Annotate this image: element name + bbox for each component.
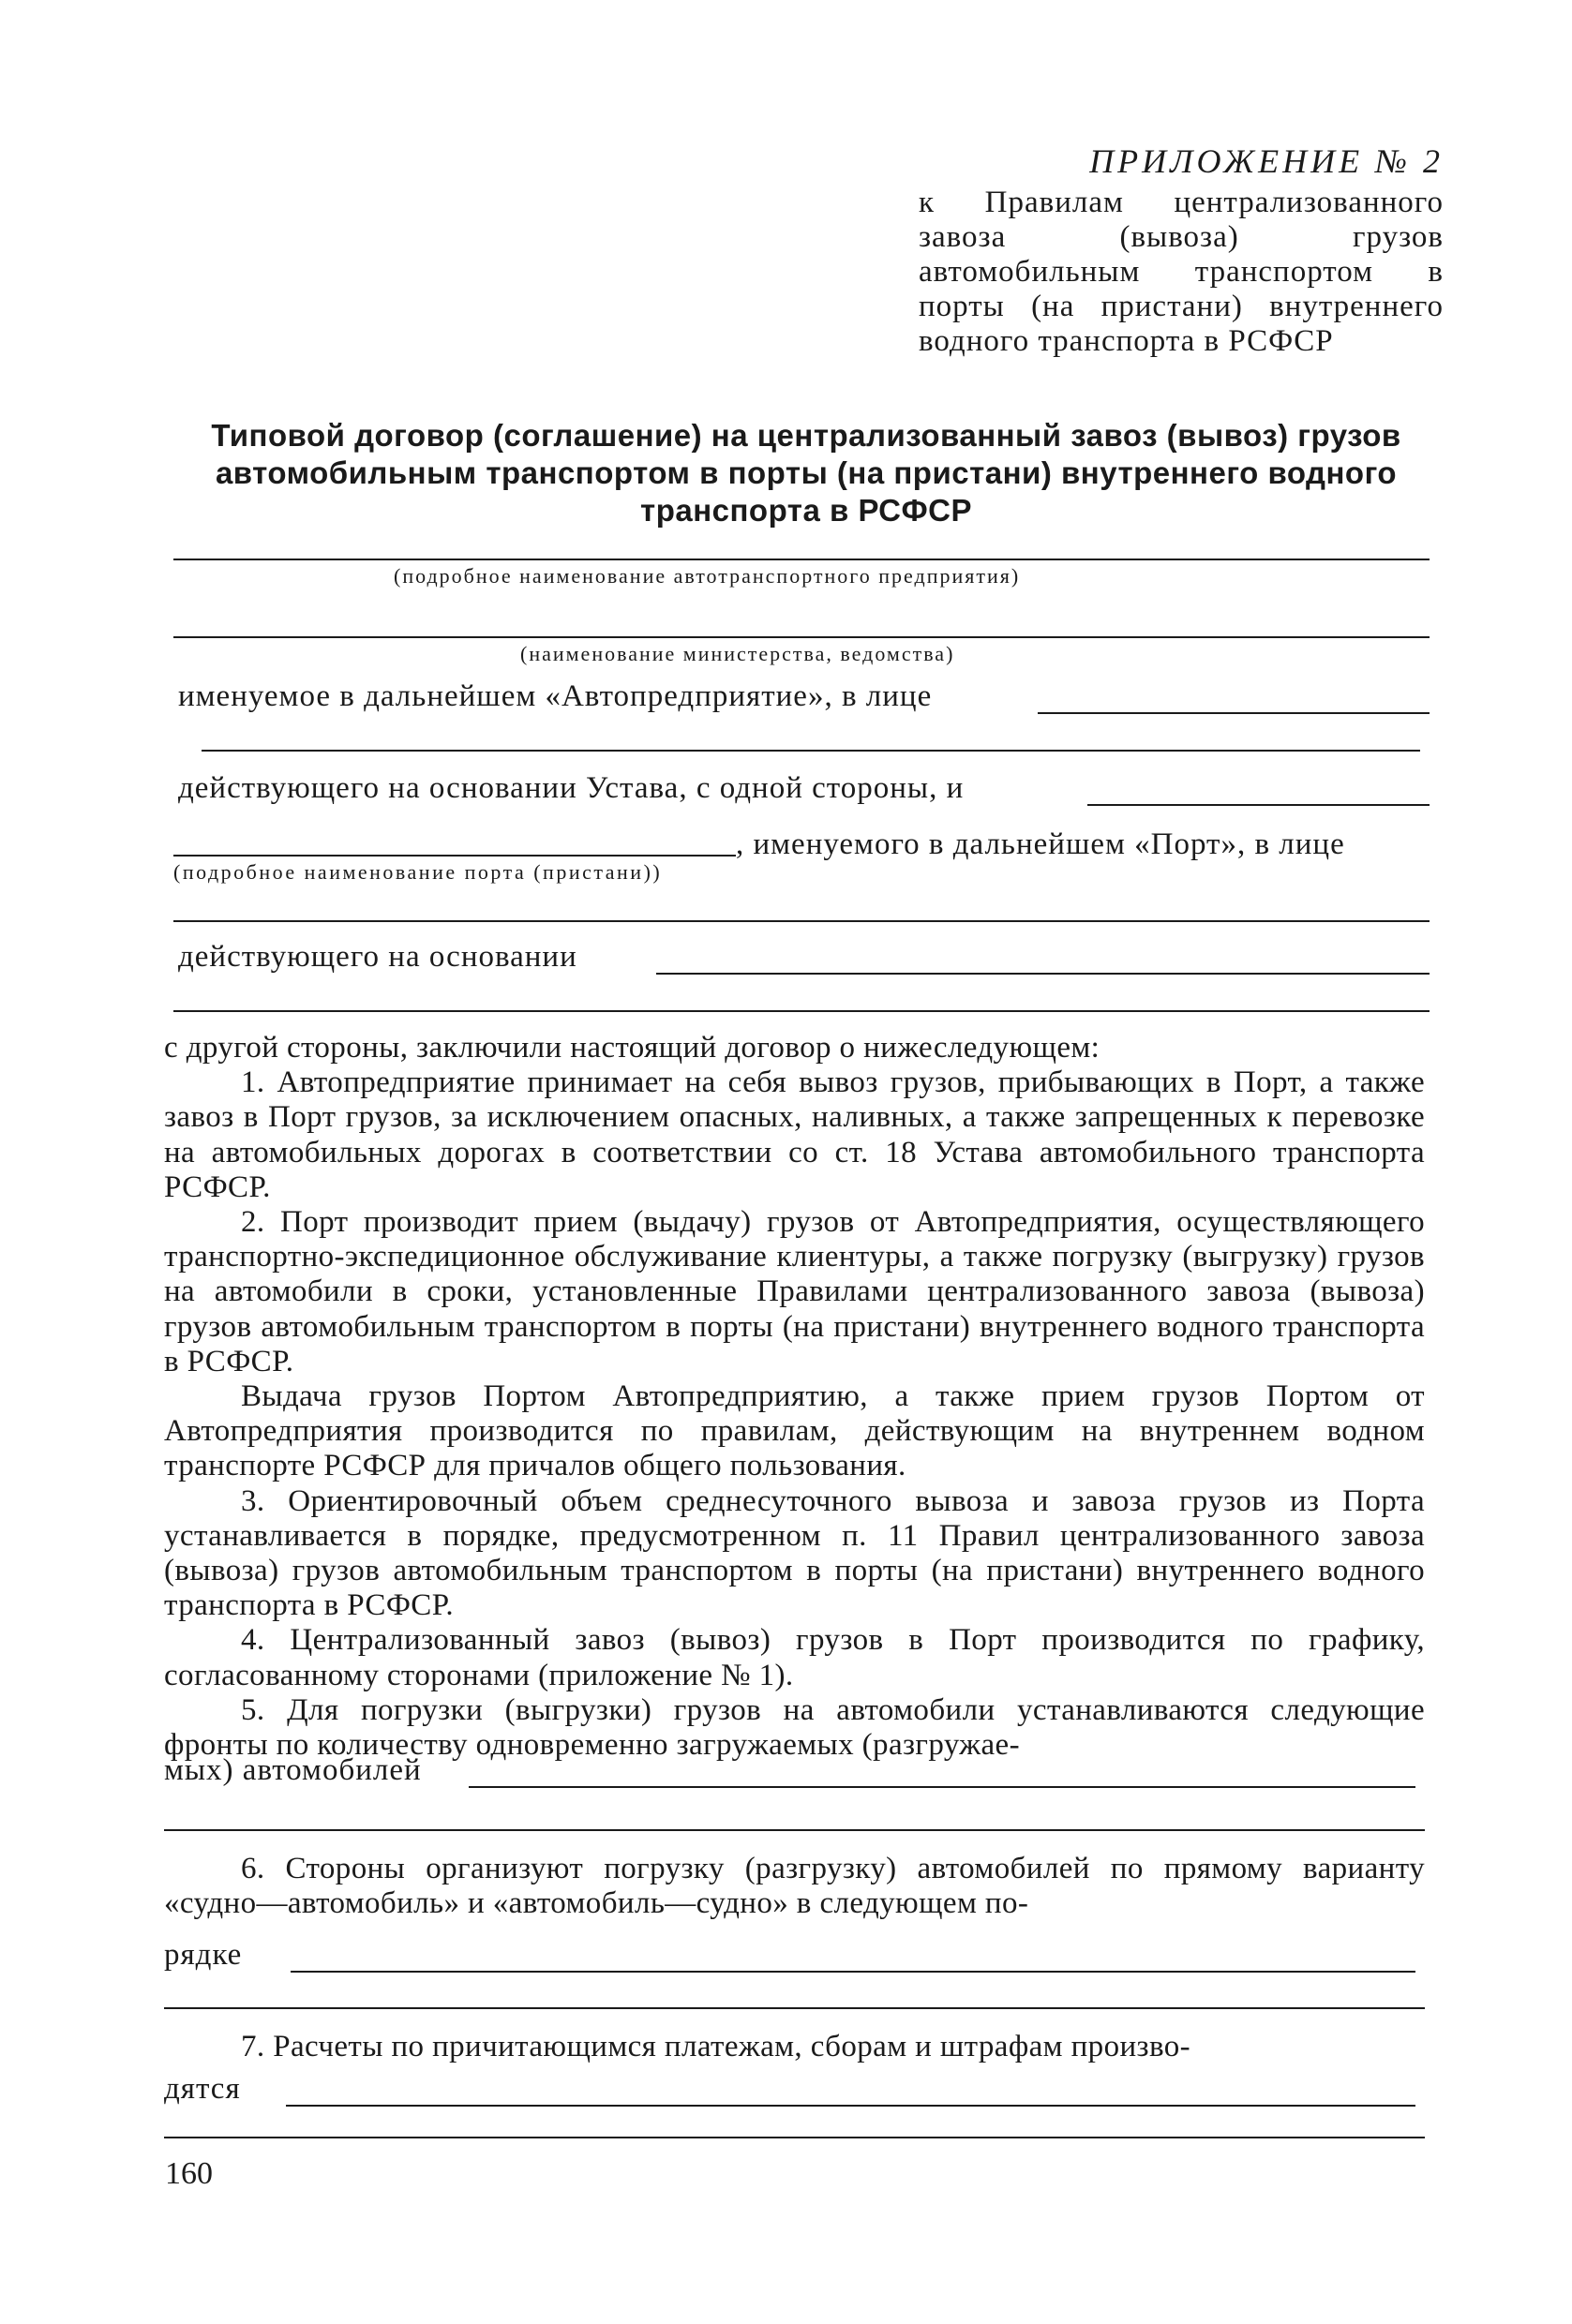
clause-7: 7. Расчеты по причитающимся платежам, сборам и штрафам произво- <box>241 2030 1191 2063</box>
appendix-header <box>919 141 1444 359</box>
enterprise-name-field[interactable] <box>173 559 1430 560</box>
acting-charter-text: действующего на основании Устава, с одной стороны, и <box>178 771 965 805</box>
clause-1: 1. Автопредприятие принимает на себя вывоз грузов, прибывающих в Порт, а также завоз в Порт грузов, за исключением опасных, наливных, а также запрещенных к перевозке на автомобильных дорогах в соответствии со ст. 18 Устава автомобильного транспорта РСФСР. <box>164 1065 1425 1204</box>
clause-6-field-cont[interactable] <box>164 2007 1425 2009</box>
caption-port: (подробное наименование порта (пристани)) <box>173 860 663 884</box>
enterprise-representative-field[interactable] <box>1038 712 1430 714</box>
clause-6-end: рядке <box>164 1938 243 1972</box>
title-line-2: автомобильным транспортом в порты (на пристани) внутреннего водного <box>215 455 1398 490</box>
enterprise-representative-field-cont[interactable] <box>202 750 1420 752</box>
port-basis-field-cont[interactable] <box>173 1010 1430 1012</box>
clause-6-block <box>164 1852 1425 1921</box>
appendix-reference: к Правилам централизованного завоза (вывоза) грузов автомобильным транспортом в порты (на пристани) внутреннего водного транспорта в РСФСР <box>919 186 1444 358</box>
clause-7-field[interactable] <box>286 2105 1415 2107</box>
clause-2: 2. Порт производит прием (выдачу) грузов от Автопредприятия, осуществляющего транспортно-экспедиционное обслуживание клиентуры, а также погрузку (выгрузку) грузов на автомобили в сроки, установленные Правилами централизованного завоза (вывоза) грузов автомобильным транспортом в порты (на пристани) внутреннего водного транспорта в РСФСР. <box>164 1205 1425 1378</box>
clause-5-field[interactable] <box>469 1786 1415 1788</box>
appendix-title: ПРИЛОЖЕНИЕ № 2 <box>1089 142 1444 180</box>
clause-7-block <box>164 2030 1425 2064</box>
clause-2-continuation: Выдача грузов Портом Автопредприятию, а также прием грузов Портом от Автопредприятия производится по правилам, действующим на внутреннем водном транспорте РСФСР для причалов общего пользования. <box>164 1379 1425 1483</box>
port-basis-field[interactable] <box>656 973 1430 975</box>
ministry-name-field[interactable] <box>173 636 1430 638</box>
clause-5: 5. Для погрузки (выгрузки) грузов на автомобили устанавливаются следующие фронты по количеству одновременно загружаемых (разгружае- <box>164 1692 1425 1763</box>
title-line-1: Типовой договор (соглашение) на централизованный завоз (вывоз) грузов <box>211 418 1401 453</box>
clause-6-field[interactable] <box>291 1971 1415 1973</box>
caption-enterprise: (подробное наименование автотранспортного предприятия) <box>394 564 1021 588</box>
clause-3: 3. Ориентировочный объем среднесуточного вывоза и завоза грузов из Порта устанавливается в порядке, предусмотренном п. 11 Правил централизованного завоза (вывоза) грузов автомобильным транспортом в порты (на пристани) внутреннего водного транспорта в РСФСР. <box>164 1483 1425 1623</box>
port-representative-field[interactable] <box>173 920 1430 922</box>
clause-6: 6. Стороны организуют погрузку (разгрузку) автомобилей по прямому варианту «судно—автомобиль» и «автомобиль—судно» в следующем по- <box>164 1852 1425 1921</box>
contract-body <box>164 1031 1425 1763</box>
document-title <box>187 417 1425 529</box>
named-port-text: , именуемого в дальнейшем «Порт», в лице <box>736 827 1345 861</box>
title-line-3: транспорта в РСФСР <box>640 493 972 528</box>
acting-basis-text: действующего на основании <box>178 940 577 974</box>
clause-5-field-cont[interactable] <box>164 1829 1425 1831</box>
caption-ministry: (наименование министерства, ведомства) <box>520 642 955 665</box>
page-number: 160 <box>165 2156 213 2191</box>
clause-4: 4. Централизованный завоз (вывоз) грузов в Порт производится по графику, согласованному сторонами (приложение № 1). <box>164 1623 1425 1692</box>
clause-7-end: дятся <box>164 2072 241 2106</box>
intro-paragraph: с другой стороны, заключили настоящий договор о нижеследующем: <box>164 1031 1100 1065</box>
clause-5-end: мых) автомобилей <box>164 1753 422 1787</box>
second-party-field[interactable] <box>1087 804 1430 806</box>
named-enterprise-text: именуемое в дальнейшем «Автопредприятие», в лице <box>178 679 933 713</box>
clause-7-field-cont[interactable] <box>164 2137 1425 2138</box>
port-name-field[interactable] <box>173 855 736 857</box>
